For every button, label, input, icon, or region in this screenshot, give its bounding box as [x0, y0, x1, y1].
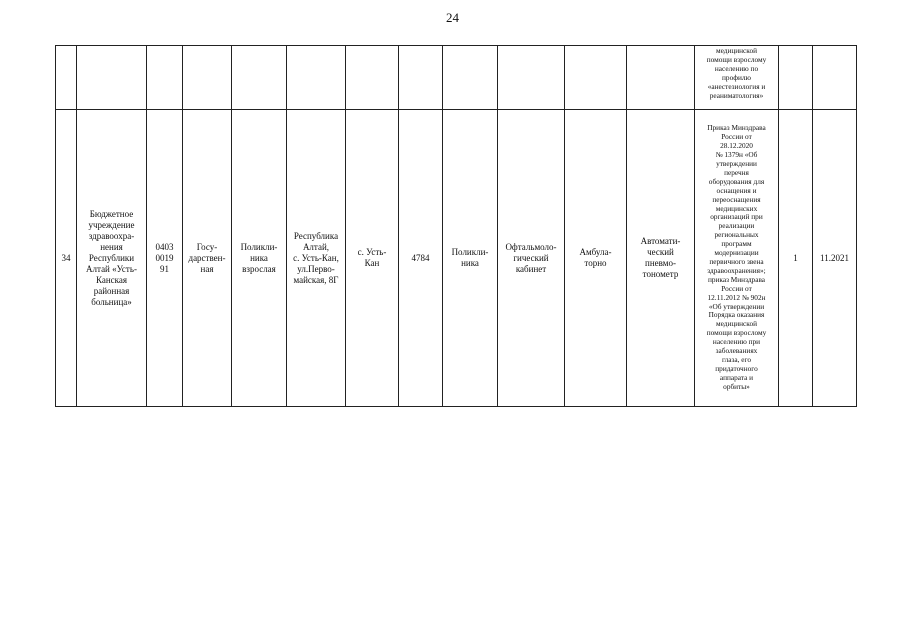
- cell-basis: Приказ Минздрава России от 28.12.2020 № 1379н «Об утверждении перечня оборудования для оснащения и переоснащения медицинских организаций при реализации региональных программ модернизации первичного звена здравоохранения»; приказ Минздрава России от 12.11.2012 № 902н «Об утверждении Порядка оказания медицинской помощи взрослому населению при заболеваниях глаза, его придаточного аппарата и орбиты»: [695, 110, 779, 407]
- cell-unit-type: [232, 46, 287, 110]
- cell-locality: [346, 46, 399, 110]
- cell-care-form: [565, 46, 627, 110]
- equipment-table: [55, 45, 857, 407]
- cell-unit-type: Поликли- ника взрослая: [232, 110, 287, 407]
- cell-population: 4784: [399, 110, 443, 407]
- page-number: 24: [446, 10, 459, 25]
- cell-date: [813, 46, 857, 110]
- cell-quantity: [779, 46, 813, 110]
- cell-subdivision: [443, 46, 498, 110]
- cell-ownership: Госу- дарствен- ная: [183, 110, 232, 407]
- cell-basis: медицинской помощи взрослому населению по профилю «анестезиология и реаниматология»: [695, 46, 779, 110]
- cell-ownership: [183, 46, 232, 110]
- table-row: [56, 110, 857, 407]
- cell-quantity: 1: [779, 110, 813, 407]
- continued-row: [56, 46, 857, 110]
- cell-code: 0403 0019 91: [147, 110, 183, 407]
- cell-institution: [77, 46, 147, 110]
- cell-department: Офтальмоло- гический кабинет: [498, 110, 565, 407]
- cell-department: [498, 46, 565, 110]
- cell-address: [287, 46, 346, 110]
- cell-care-form: Амбула- торно: [565, 110, 627, 407]
- cell-institution: Бюджетное учреждение здравоохра- нения Республики Алтай «Усть- Канская районная больница»: [77, 110, 147, 407]
- cell-no: [56, 46, 77, 110]
- cell-population: [399, 46, 443, 110]
- cell-code: [147, 46, 183, 110]
- cell-equipment: Автомати- ческий пневмо- тонометр: [627, 110, 695, 407]
- cell-locality: с. Усть- Кан: [346, 110, 399, 407]
- cell-address: Республика Алтай, с. Усть-Кан, ул.Перво- майская, 8Г: [287, 110, 346, 407]
- cell-date: 11.2021: [813, 110, 857, 407]
- cell-no: 34: [56, 110, 77, 407]
- cell-subdivision: Поликли- ника: [443, 110, 498, 407]
- cell-equipment: [627, 46, 695, 110]
